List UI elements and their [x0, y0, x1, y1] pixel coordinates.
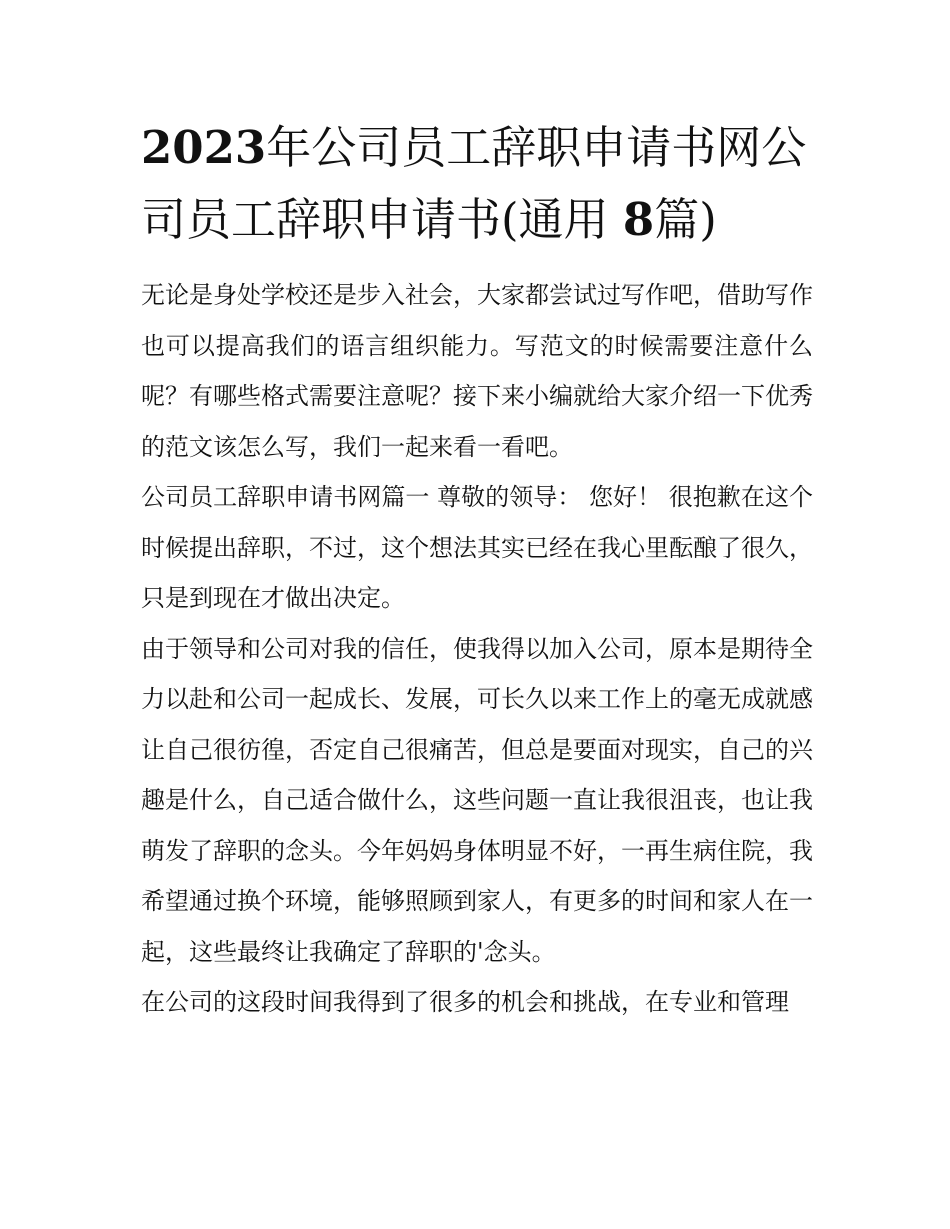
document-body: [141, 270, 813, 1028]
title-year: 2023: [141, 121, 267, 174]
document-content: [141, 112, 813, 1028]
paragraph-reason: 由于领导和公司对我的信任，使我得以加入公司，原本是期待全力以赴和公司一起成长、发展，可长久以来工作上的毫无成就感让自己很彷徨，否定自己很痛苦，但总是要面对现实，自己的兴趣是什么，自己适合做什么，这些问题一直让我很沮丧，也让我萌发了辞职的念头。今年妈妈身体明显不好，一再生病住院，我希望通过换个环境，能够照顾到家人，有更多的时间和家人在一起，这些最终让我确定了辞职的'念头。: [141, 634, 813, 966]
document-title: [141, 112, 813, 256]
paragraph-intro: 无论是身处学校还是步入社会，大家都尝试过写作吧，借助写作也可以提高我们的语言组织能力。写范文的时候需要注意什么呢？有哪些格式需要注意呢？接下来小编就给大家介绍一下优秀的范文该怎么写，我们一起来看一看吧。: [141, 281, 813, 461]
title-text: 年公司员工辞职申请书网公司员工辞职申请书(通用: [141, 121, 807, 246]
paragraph-experience: 在公司的这段时间我得到了很多的机会和挑战，在专业和管理: [141, 988, 789, 1016]
paragraph-greeting: 公司员工辞职申请书网篇一 尊敬的领导： 您好！ 很抱歉在这个时候提出辞职，不过，这个想法其实已经在我心里酝酿了很久，只是到现在才做出决定。: [141, 483, 813, 612]
title-end: 篇): [654, 193, 717, 246]
title-count: 8: [622, 193, 655, 246]
